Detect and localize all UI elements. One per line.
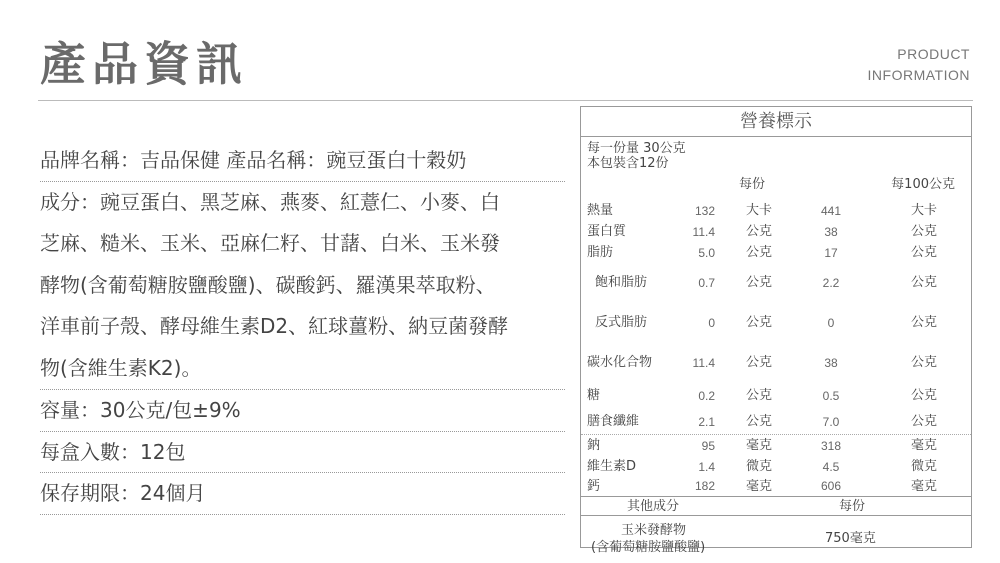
nutrient-name: 脂肪 — [587, 245, 614, 260]
nutrition-title: 營養標示 — [581, 107, 971, 137]
brand-line: 品牌名稱：吉品保健 產品名稱：豌豆蛋白十穀奶 — [40, 140, 565, 182]
count-line: 每盒入數：12包 — [40, 432, 565, 474]
nutrient-name: 膳食纖維 — [587, 414, 640, 429]
per-100g-unit: 公克 — [910, 388, 937, 403]
other-ingredients-heading: 其他成分 — [627, 499, 680, 514]
nutrition-row — [581, 303, 971, 343]
per-serving-value: 5.0 — [698, 246, 715, 260]
nutrition-row — [581, 263, 971, 303]
nutrition-facts-table — [580, 106, 972, 555]
per-serving-unit: 毫克 — [746, 438, 773, 453]
per-serving-unit: 公克 — [746, 315, 773, 330]
per-100g-unit: 公克 — [910, 224, 937, 239]
nutrient-name: 反式脂肪 — [595, 315, 648, 330]
per-serving-unit: 微克 — [746, 459, 773, 474]
ingredients — [40, 182, 565, 391]
per-100g-value: 38 — [824, 356, 838, 370]
nutrition-row — [581, 409, 971, 435]
per-100g-unit: 微克 — [910, 459, 937, 474]
ingredients-line: 物(含維生素K2)。 — [40, 355, 202, 380]
per-serving-value: 132 — [694, 204, 715, 218]
per-serving-value: 1.4 — [698, 460, 715, 474]
per-100g-value: 38 — [824, 225, 838, 239]
per-serving-unit: 公克 — [746, 388, 773, 403]
per-serving-value: 0.2 — [698, 389, 715, 403]
nutrient-name: 蛋白質 — [587, 224, 627, 239]
ingredients-line: 成分：豌豆蛋白、黑芝麻、燕麥、紅薏仁、小麥、白 — [40, 189, 500, 214]
other-ingredients-header — [581, 496, 971, 516]
other-ingredient-value: 750毫克 — [825, 531, 876, 546]
per-100g-value: 17 — [824, 246, 838, 260]
per-100g-unit: 毫克 — [910, 479, 937, 494]
nutrient-name: 飽和脂肪 — [595, 275, 648, 290]
per-100g-value: 7.0 — [822, 415, 840, 429]
col-per-100g: 每100公克 — [891, 177, 955, 192]
per-serving-unit: 大卡 — [746, 203, 773, 218]
per-serving-unit: 公克 — [746, 245, 773, 260]
product-info — [40, 140, 565, 515]
nutrient-name: 鈣 — [587, 479, 601, 494]
nutrient-name: 維生素D — [587, 459, 637, 474]
other-ingredients-col: 每份 — [839, 499, 866, 514]
nutrient-name: 熱量 — [587, 203, 614, 218]
per-serving-value: 0.7 — [698, 276, 715, 290]
per-serving-value: 2.1 — [698, 415, 715, 429]
per-100g-unit: 大卡 — [910, 203, 937, 218]
title-en-line-1: PRODUCT — [897, 46, 970, 62]
per-100g-value: 0 — [827, 316, 835, 330]
per-serving-value: 182 — [694, 479, 715, 493]
per-serving-unit: 公克 — [746, 275, 773, 290]
header-divider — [38, 100, 973, 101]
per-serving-value: 95 — [701, 439, 715, 453]
per-100g-unit: 公克 — [910, 414, 937, 429]
per-serving-value: 11.4 — [692, 356, 715, 370]
per-serving-unit: 公克 — [746, 224, 773, 239]
nutrition-row — [581, 221, 971, 243]
servings-per-package: 本包裝含12份 — [587, 156, 669, 171]
nutrition-row — [581, 243, 971, 263]
page-title: 產品資訊 — [40, 37, 248, 91]
ingredients-line: 洋車前子殼、酵母維生素D2、紅球薑粉、納豆菌發酵 — [40, 314, 509, 338]
nutrition-row — [581, 383, 971, 409]
page-title-english — [868, 44, 970, 86]
other-ingredient-row — [581, 516, 971, 554]
nutrition-row — [581, 435, 971, 457]
nutrient-name: 碳水化合物 — [587, 355, 653, 370]
nutrition-rows — [581, 201, 971, 496]
col-per-serving: 每份 — [739, 177, 766, 192]
per-serving-unit: 毫克 — [746, 479, 773, 494]
nutrition-column-headers — [581, 171, 971, 201]
serving-info — [581, 137, 971, 171]
other-ingredient-name: 玉米發酵物 — [621, 523, 687, 538]
nutrition-row — [581, 343, 971, 383]
shelf-life-line: 保存期限：24個月 — [40, 473, 565, 515]
nutrient-name: 鈉 — [587, 438, 601, 453]
nutrient-name: 糖 — [587, 388, 601, 403]
nutrition-row — [581, 477, 971, 496]
per-100g-value: 441 — [820, 204, 842, 218]
per-serving-unit: 公克 — [746, 414, 773, 429]
per-100g-value: 4.5 — [822, 460, 840, 474]
per-100g-unit: 公克 — [910, 355, 937, 370]
per-100g-value: 318 — [820, 439, 842, 453]
per-serving-value: 11.4 — [692, 225, 715, 239]
serving-size: 每一份量 30公克 — [587, 141, 686, 156]
per-serving-unit: 公克 — [746, 355, 773, 370]
capacity-line: 容量：30公克/包±9% — [40, 390, 565, 432]
title-en-line-2: INFORMATION — [867, 67, 970, 83]
nutrition-row — [581, 457, 971, 477]
other-ingredient-name-detail: (含葡萄糖胺鹽酸鹽) — [591, 540, 706, 555]
per-100g-value: 2.2 — [822, 276, 840, 290]
per-100g-unit: 公克 — [910, 275, 937, 290]
ingredients-line: 酵物(含葡萄糖胺鹽酸鹽)、碳酸鈣、羅漢果萃取粉、 — [40, 272, 496, 297]
per-100g-unit: 公克 — [910, 315, 937, 330]
per-100g-value: 606 — [820, 479, 842, 493]
per-100g-unit: 毫克 — [910, 438, 937, 453]
nutrition-row — [581, 201, 971, 221]
per-100g-value: 0.5 — [822, 389, 840, 403]
per-serving-value: 0 — [708, 316, 715, 330]
per-100g-unit: 公克 — [910, 245, 937, 260]
ingredients-line: 芝麻、糙米、玉米、亞麻仁籽、甘藷、白米、玉米發 — [40, 231, 500, 255]
